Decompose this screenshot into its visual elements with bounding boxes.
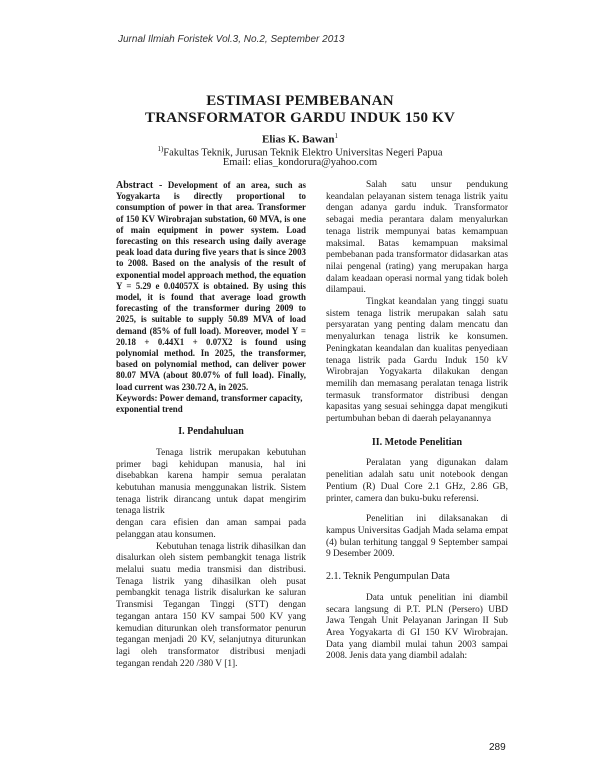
paper-title-line-2: TRANSFORMATOR GARDU INDUK 150 KV	[144, 110, 456, 126]
author-name-text: Elias K. Bawan	[262, 133, 335, 146]
page-number: 289	[489, 742, 506, 753]
author-superscript: 1	[334, 132, 338, 140]
right-column	[326, 180, 508, 663]
method-paragraph-2: Penelitian ini dilaksanakan di kampus Universitas Gadjah Mada selama empat (4) bulan terhitung tanggal 9 September sampai 9 Desember 2009.	[326, 514, 508, 560]
abstract-paragraph	[116, 180, 306, 393]
left-column	[116, 180, 306, 670]
affiliation-superscript: 1)	[157, 145, 164, 153]
method-paragraph-3: Data untuk penelitian ini diambil secara langsung di P.T. PLN (Persero) UBD Jawa Tengah Unit Pelayanan Jaringan II Sub Area Yogyakarta di GI 150 KV Wirobrajan. Data yang diambil mulai tahun 2003 sampai 2008. Jenis data yang diambil adalah:	[326, 592, 508, 662]
affiliation-text: Fakultas Teknik, Jurusan Teknik Elektro Universitas Negeri Papua	[163, 147, 443, 159]
journal-header: Jurnal Ilmiah Foristek Vol.3, No.2, September 2013	[118, 34, 345, 45]
paper-title-line-1: ESTIMASI PEMBEBANAN	[206, 93, 394, 109]
section-heading-metode: II. Metode Penelitian	[371, 436, 463, 448]
author-email: Email: elias_kondorura@yahoo.com	[222, 157, 378, 168]
abstract-label: Abstract -	[116, 180, 163, 191]
section-heading-pendahuluan: I. Pendahuluan	[178, 426, 244, 438]
keywords: Keywords: Power demand, transformer capacity, exponential trend	[116, 392, 303, 415]
abstract-body: Development of an area, such as Yogyakarta is directly proportional to consumption of power in that area. Transformer of 150 KV Wirobrajan substation, 60 MVA, is one of main equipment in power system. Load forecasting on this research using daily average peak load data during five years that is since 2003 to 2008. Based on the analysis of the result of exponential model approach method, the equation Y = 5.29 e 0.04057X is obtained. By using this model, it is found that average load growth forecasting of the transformer during 2009 to 2025, is suitable to supply 50.89 MVA of load demand (85% of full load). Moreover, model Y = 20.18 + 0.44X1 + 0.07X2 is found using polynomial method. In 2025, the transformer, based on polynomial method, can deliver power 80.07 MVA (about 80.07% of full load). Finally, load current was 230.72 A, in 2025.	[116, 180, 306, 392]
method-paragraph-1: Peralatan yang digunakan dalam penelitian adalah satu unit notebook dengan Pentium (R) Dual Core 2.1 GHz, 2.86 GB, printer, camera dan buku-buku referensi.	[326, 458, 508, 504]
author-name	[0, 132, 600, 146]
intro-paragraph-1-continued: dengan cara efisien dan aman sampai pada pelanggan atau konsumen.	[116, 518, 306, 540]
paragraph-gap	[326, 505, 508, 514]
intro-paragraph-3: Salah satu unsur pendukung keandalan pelayanan sistem tenaga listrik yaitu dengan adanya gardu induk. Transformator sebagai media perantara dalam menyalurkan tenaga listrik mempunyai batas kemampuan maksimal. Batas kemampuan maksimal pembebanan pada transformator didasarkan atas nilai pengenal (rating) yang merupakan harga dalam keadaan operasi normal yang tidak boleh dilampaui.	[326, 180, 508, 296]
intro-paragraph-1: Tenaga listrik merupakan kebutuhan primer bagi kehidupan manusia, hal ini disebabkan karena hampir semua peralatan kebutuhan manusia menggunakan listrik. Sistem tenaga listrik dirancang untuk dapat mengirim tenaga listrik	[116, 447, 306, 517]
intro-paragraph-2: Kebutuhan tenaga listrik dihasilkan dan disalurkan oleh sistem pembangkit tenaga listrik melalui suatu media transmisi dan distribusi. Tenaga listrik yang dihasilkan oleh pusat pembangkit tenaga listrik disalurkan ke saluran Transmisi Tegangan Tinggi (STT) dengan tegangan antara 150 KV sampai 500 KV yang kemudian diturunkan oleh transformator penurun tegangan menjadi 20 KV, selanjutnya diturunkan lagi oleh transformator distribusi menjadi tegangan rendah 220 /380 V [1].	[116, 541, 306, 669]
intro-paragraph-4: Tingkat keandalan yang tinggi suatu sistem tenaga listrik merupakan salah satu persyaratan yang penting dalam mencatu dan menyalurkan tenaga listrik ke konsumen. Peningkatan keandalan dan kualitas penyediaan tenaga listrik pada Gardu Induk 150 kV Wirobrajan Yogyakarta dilakukan dengan memilih dan memasang peralatan tenaga listrik termasuk transformator distribusi dengan kapasitas yang sesuai sehingga dapat mengikuti pertumbuhan beban di daerah pelayanannya	[326, 297, 508, 425]
subsection-heading-data: 2.1. Teknik Pengumpulan Data	[326, 571, 450, 583]
